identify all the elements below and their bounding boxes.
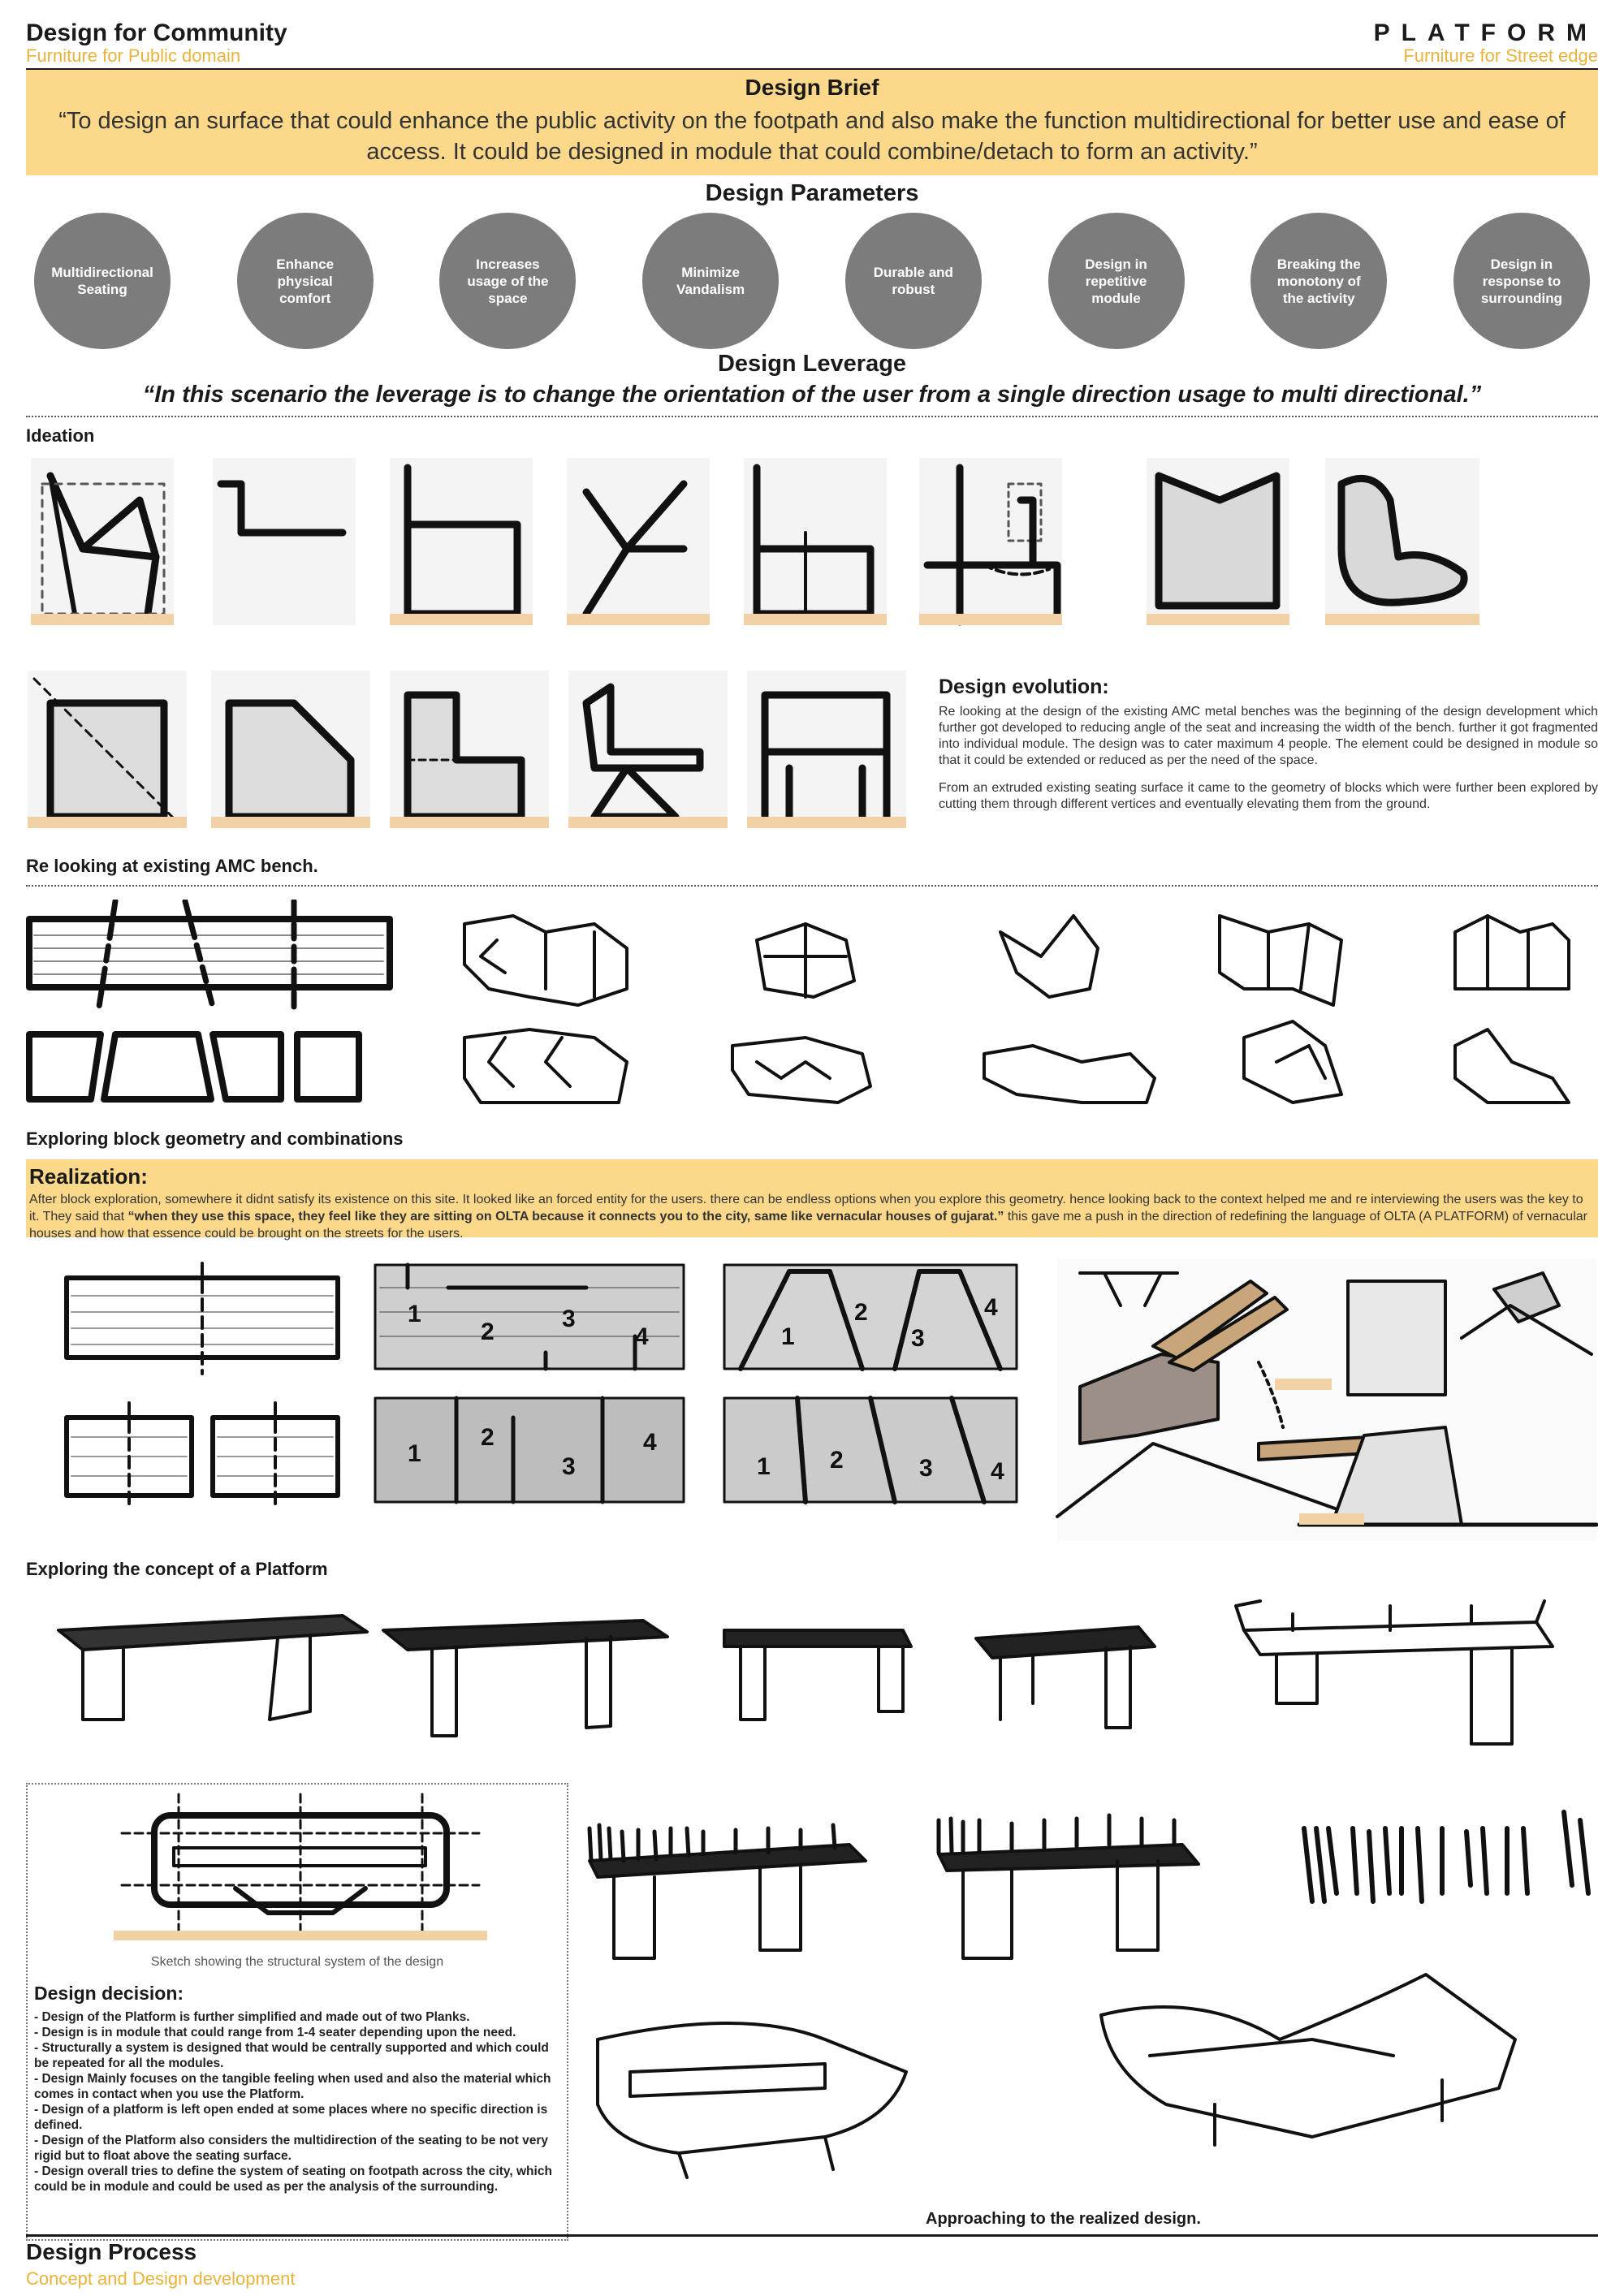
footer-subtitle: Concept and Design development	[26, 2268, 296, 2289]
platform-concept-label: Exploring the concept of a Platform	[26, 1559, 328, 1579]
footer-divider	[26, 2234, 1598, 2237]
design-parameters-title: Design Parameters	[705, 180, 919, 206]
realization-text	[26, 1189, 1598, 1242]
design-decision-item: - Design overall tries to define the system of seating on footpath across the city, which could be in module and could be used as per the analysis of the surrounding.	[34, 2164, 552, 2194]
module-number-label: 3	[919, 1455, 933, 1482]
ideation-sketches-row-1	[26, 451, 1598, 630]
parameter-circle: Minimize Vandalism	[642, 213, 779, 349]
module-division-sketches	[26, 1255, 1065, 1515]
ideation-label: Ideation	[26, 425, 95, 446]
parameter-circle: Breaking the monotony of the activity	[1250, 213, 1387, 349]
section-divider	[26, 885, 1598, 887]
design-evolution-paragraph: Re looking at the design of the existing AMC metal benches was the beginning of the design development which further got developed to reducing angle of the seat and increasing the width of the bench. further it got fragmented into individual module. The design was to cater maximum 4 people. The element could be designed in module so that it could be extended or reduced as per the need of the space.	[939, 705, 1598, 767]
design-parameters-row	[26, 213, 1598, 351]
structural-system-sketch	[106, 1791, 495, 1944]
module-number-label: 2	[854, 1299, 868, 1326]
page-subtitle: Furniture for Public domain	[26, 45, 241, 66]
realization-box	[26, 1159, 1598, 1241]
module-number-label: 1	[408, 1301, 421, 1327]
module-number-label: 4	[984, 1294, 998, 1321]
ideation-sketches-row-2	[26, 671, 932, 833]
design-evolution-paragraph: From an extruded existing seating surface it came to the geometry of blocks which were further been explored by cutting them through different vertices and eventually elevating them from the ground.	[939, 781, 1598, 811]
design-brief-box	[26, 70, 1598, 175]
amc-bench-sketches	[26, 900, 1598, 1127]
design-decision-item: - Design of the Platform is further simplified and made out of two Planks.	[34, 2010, 470, 2024]
project-title: PLATFORM	[1373, 19, 1598, 46]
design-decision-item: - Design of a platform is left open ended at some places where no specific direction is defined.	[34, 2103, 548, 2132]
module-number-label: 2	[830, 1447, 844, 1474]
realization-quote: “when they use this space, they feel like they are sitting on OLTA because it connects you to the city, same like vernacular houses of gujarat.”	[127, 1210, 1004, 1224]
module-number-label: 2	[481, 1318, 495, 1345]
olta-concept-sketch	[1056, 1257, 1598, 1543]
design-decision-item: - Design Mainly focuses on the tangible feeling when used and also the material which comes in contact when you use the Platform.	[34, 2072, 551, 2101]
footer-title: Design Process	[26, 2239, 197, 2264]
amc-bench-label: Re looking at existing AMC bench.	[26, 856, 318, 876]
module-number-label: 3	[562, 1453, 576, 1480]
platform-bench-sketches	[26, 1598, 1598, 1768]
design-leverage-quote: “In this scenario the leverage is to change the orientation of the user from a single direction usage to multi directional.”	[142, 382, 1482, 408]
project-subtitle: Furniture for Street edge	[1403, 45, 1598, 66]
design-decision-item: - Structurally a system is designed that would be centrally supported and which could be repeated for all the modules.	[34, 2041, 549, 2070]
module-number-label: 1	[757, 1453, 771, 1480]
design-decision-item: - Design is in module that could range from 1-4 seater depending upon the need.	[34, 2026, 516, 2039]
module-number-label: 4	[643, 1429, 657, 1456]
module-number-label: 1	[408, 1440, 421, 1467]
realization-text-part: After block exploration, somewhere it didnt satisfy its existence on this site. It looked like an forced entity for the users. there can be endless options when you explore this geometry. hence looking back to the context helped me and re interviewing the users was the key to it. They said that	[29, 1193, 1583, 1224]
module-number-label: 3	[562, 1306, 576, 1332]
design-evolution-title: Design evolution:	[939, 675, 1109, 698]
approach-caption: Approaching to the realized design.	[926, 2210, 1201, 2228]
parameter-circle: Increases usage of the space	[439, 213, 576, 349]
parameter-circle: Enhance physical comfort	[237, 213, 374, 349]
design-decision-title: Design decision:	[34, 1983, 184, 2004]
page-title: Design for Community	[26, 19, 287, 46]
parameter-circle: Design in response to surrounding	[1453, 213, 1590, 349]
design-evolution-block	[939, 675, 1598, 813]
block-geometry-label: Exploring block geometry and combinations	[26, 1129, 404, 1149]
realization-title: Realization:	[29, 1164, 148, 1189]
module-number-label: 4	[635, 1323, 649, 1350]
module-number-label: 3	[911, 1325, 925, 1352]
module-number-label: 4	[991, 1458, 1004, 1485]
realization-text-part: this gave me a push in the direction of redefining the language of OLTA (A PLATFORM) of vernacular houses and how that essence could be brought on the streets for the users.	[29, 1210, 1587, 1241]
design-decision-content	[34, 1983, 562, 2195]
section-divider	[26, 416, 1598, 417]
parameter-circle: Multidirectional Seating	[34, 213, 171, 349]
parameter-circle: Durable and robust	[845, 213, 982, 349]
design-brief-title: Design Brief	[745, 75, 879, 100]
design-decision-item: - Design of the Platform also considers the multidirection of the seating to be not very rigid but to float above the seating surface.	[34, 2134, 549, 2163]
design-leverage-title: Design Leverage	[717, 351, 907, 377]
parameter-circle: Design in repetitive module	[1048, 213, 1185, 349]
module-number-label: 1	[781, 1323, 795, 1350]
design-brief-text: “To design an surface that could enhance the public activity on the footpath and also make the function multidirectional for better use and ease of access. It could be designed in module that could combine/detach to form an activity.”	[58, 108, 1566, 165]
design-decision-box	[26, 1783, 568, 2241]
realized-design-sketches	[581, 1796, 1598, 2210]
module-number-label: 2	[481, 1424, 495, 1451]
structural-system-caption: Sketch showing the structural system of the design	[150, 1955, 444, 1969]
